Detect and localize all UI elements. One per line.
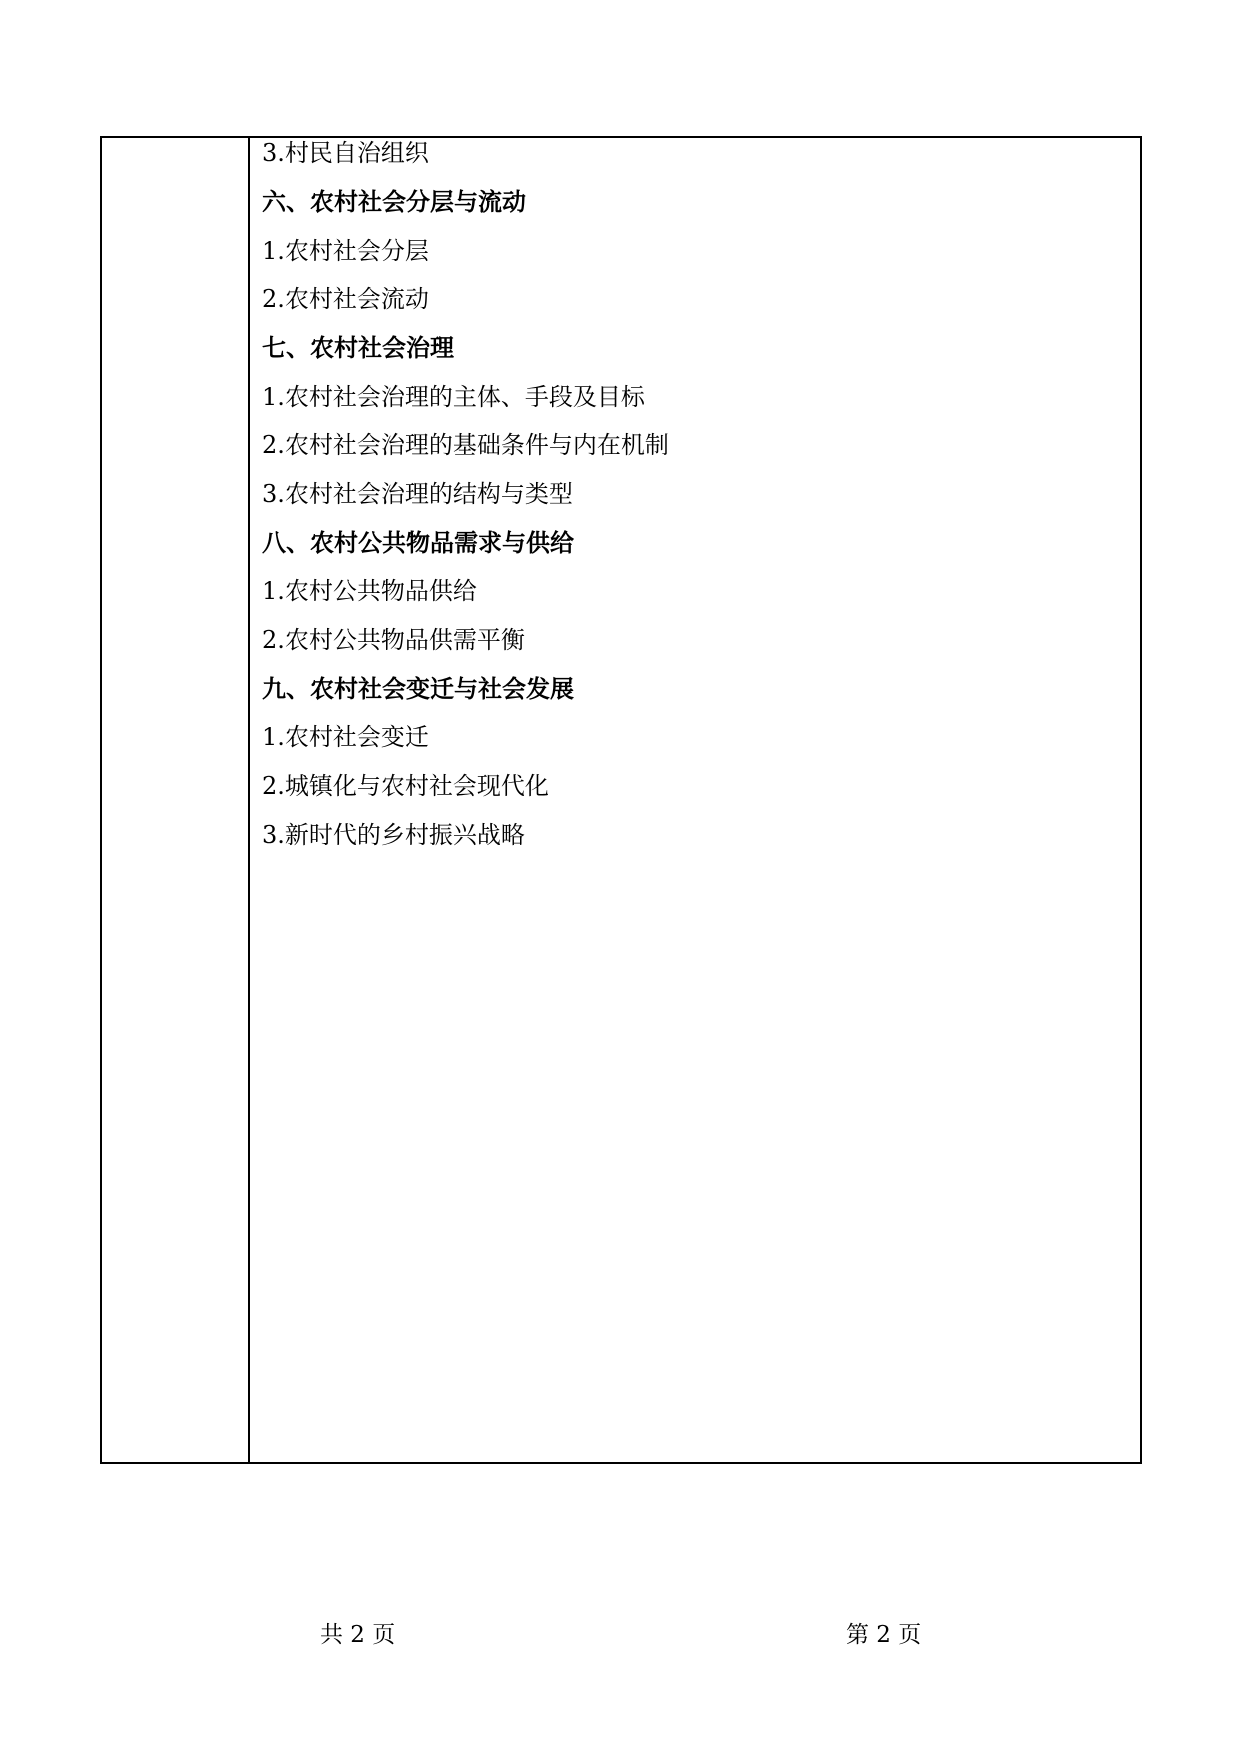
content-line: 1.农村社会变迁 (262, 723, 429, 751)
content-line: 2.农村社会流动 (262, 285, 429, 313)
footer-current-page: 第 2 页 (846, 1622, 922, 1648)
content-line: 3.农村社会治理的结构与类型 (262, 480, 573, 508)
section-heading: 六、农村社会分层与流动 (262, 188, 526, 216)
content-line: 3.新时代的乡村振兴战略 (262, 821, 525, 849)
section-heading: 九、农村社会变迁与社会发展 (262, 675, 574, 703)
content-line: 3.村民自治组织 (262, 139, 429, 167)
syllabus-table (100, 136, 1142, 1464)
content-line: 2.农村公共物品供需平衡 (262, 626, 525, 654)
content-line: 2.农村社会治理的基础条件与内在机制 (262, 431, 669, 459)
footer-total-pages: 共 2 页 (320, 1622, 396, 1648)
section-heading: 七、农村社会治理 (262, 334, 454, 362)
content-line: 1.农村社会分层 (262, 237, 429, 265)
section-heading: 八、农村公共物品需求与供给 (262, 529, 574, 557)
content-line: 2.城镇化与农村社会现代化 (262, 772, 549, 800)
content-line: 1.农村公共物品供给 (262, 577, 477, 605)
content-line: 1.农村社会治理的主体、手段及目标 (262, 383, 645, 411)
table-left-column (102, 138, 250, 1462)
